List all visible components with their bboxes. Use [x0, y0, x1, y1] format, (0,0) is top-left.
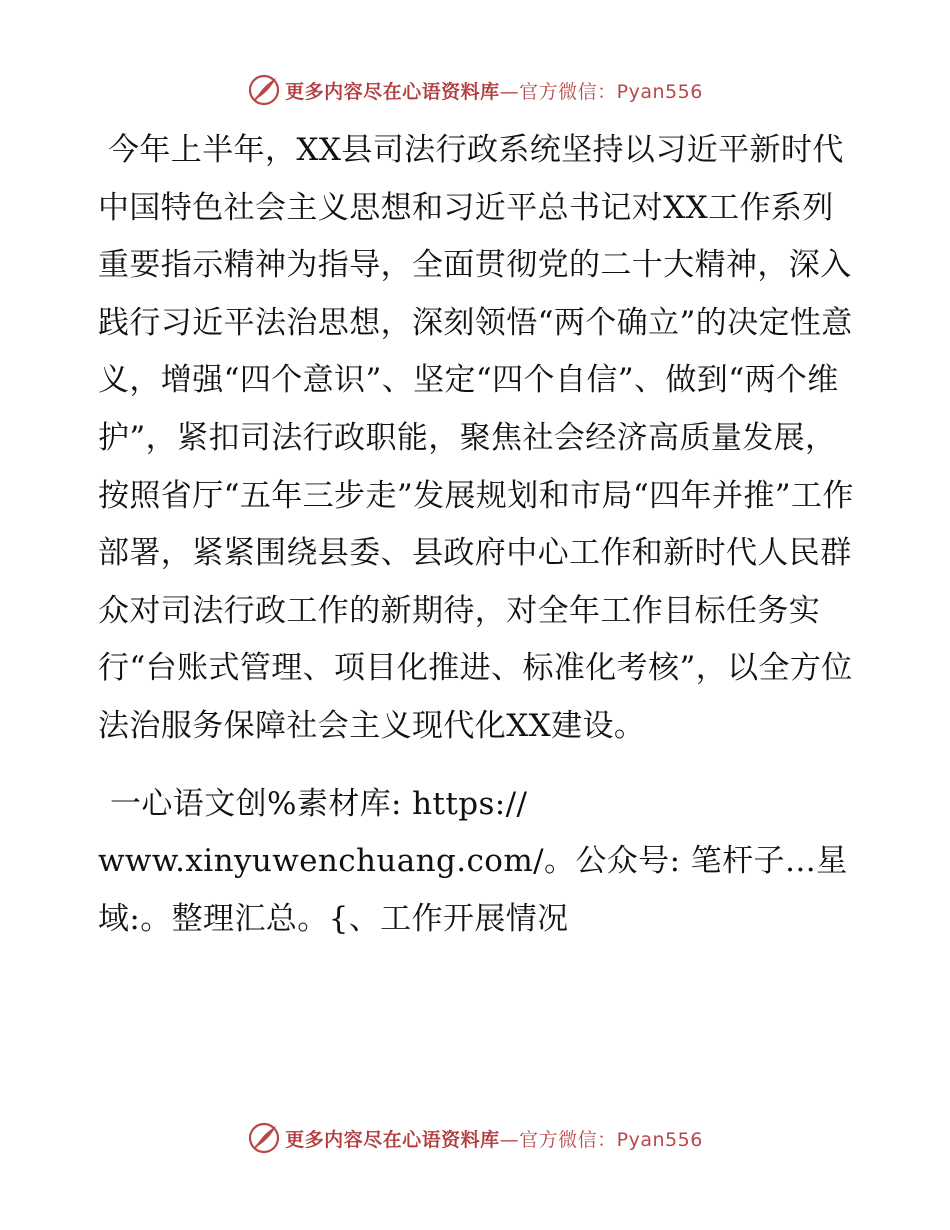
feather-pen-logo-icon: [247, 73, 281, 107]
source-line-1: 一心语文创%素材库: https://: [110, 785, 528, 822]
paragraph-source: [98, 776, 858, 949]
banner-title: 更多内容尽在心语资料库: [285, 1128, 500, 1151]
document-body: [98, 122, 858, 948]
banner-wechat: —官方微信：Pyan556: [499, 1128, 703, 1151]
banner-wechat: —官方微信：Pyan556: [499, 80, 703, 103]
source-line-2: www.xinyuwenchuang.com/。公众号: 笔杆子…星: [98, 843, 848, 880]
footer-banner: [0, 1118, 950, 1158]
source-line-3: 域:。整理汇总。{、工作开展情况: [98, 900, 569, 937]
banner-title: 更多内容尽在心语资料库: [285, 80, 500, 103]
feather-pen-logo-icon: [247, 1121, 281, 1155]
paragraph-intro: 今年上半年，XX县司法行政系统坚持以习近平新时代中国特色社会主义思想和习近平总书记对XX工作系列重要指示精神为指导，全面贯彻党的二十大精神，深入践行习近平法治思想，深刻领悟“两个确立”的决定性意义，增强“四个意识”、坚定“四个自信”、做到“两个维护”，紧扣司法行政职能，聚焦社会经济高质量发展，按照省厅“五年三步走”发展规划和市局“四年并推”工作部署，紧紧围绕县委、县政府中心工作和新时代人民群众对司法行政工作的新期待，对全年工作目标任务实行“台账式管理、项目化推进、标准化考核”，以全方位法治服务保障社会主义现代化XX建设。: [98, 132, 854, 744]
header-banner: [0, 70, 950, 110]
